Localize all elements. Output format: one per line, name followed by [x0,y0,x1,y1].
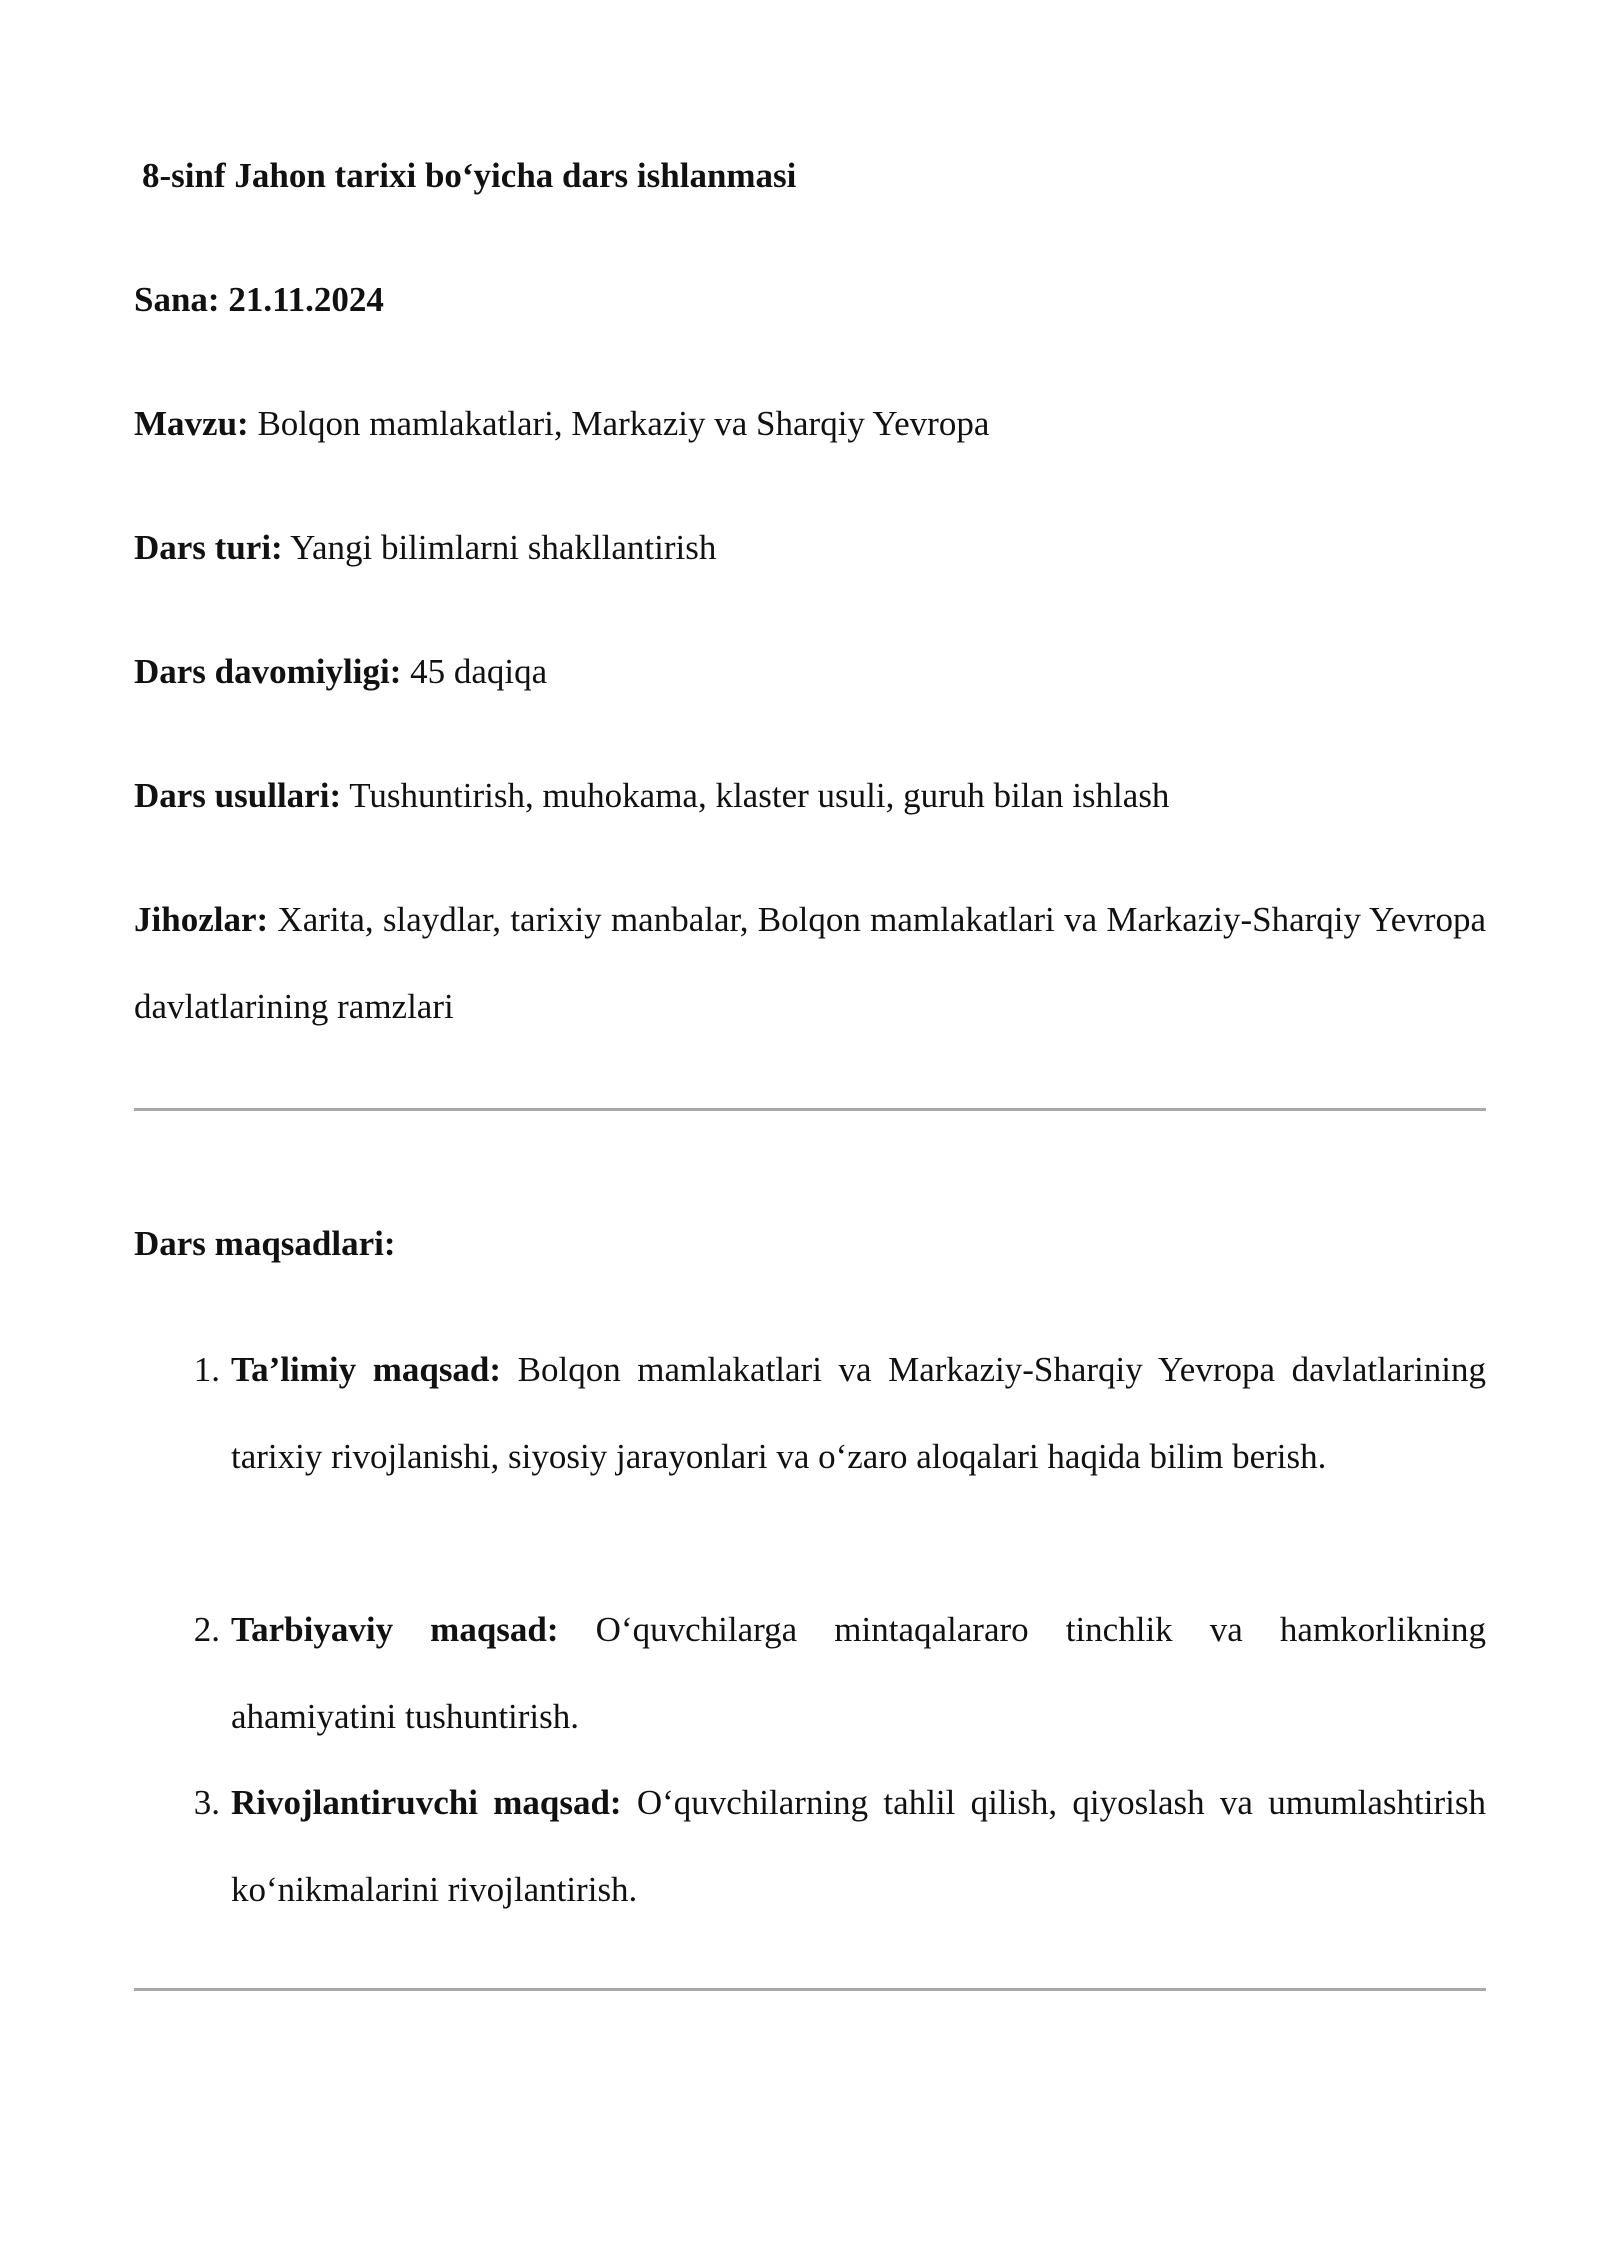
lesson-type-line [134,526,1486,570]
goal-description: Bolqon mamlakatlari va Markaziy-Sharqiy Yevropa davlatlarining tarixiy rivojlanishi, siyosiy jarayonlari va o‘zaro aloqalari haqida bilim berish. [231,1350,1486,1476]
goal-label: Rivojlantiruvchi maqsad: [231,1783,622,1822]
goal-text [231,1759,1486,1933]
goal-description: O‘quvchilarning tahlil qilish, qiyoslash va umumlashtirish ko‘nikmalarini rivojlantirish. [231,1783,1486,1909]
equipment-value: Xarita, slaydlar, tarixiy manbalar, Bolqon mamlakatlari va Markaziy-Sharqiy Yevropa davlatlarining ramzlari [134,900,1486,1026]
lesson-type-value: Yangi bilimlarni shakllantirish [282,528,717,567]
duration-label: Dars davomiyligi: [134,652,402,691]
document-title: 8-sinf Jahon tarixi bo‘yicha dars ishlanmasi [142,156,797,195]
equipment-label: Jihozlar: [134,900,269,939]
goal-text [231,1586,1486,1760]
section-divider-bottom [134,1988,1486,1991]
lesson-type-label: Dars turi: [134,528,283,567]
topic-label: Mavzu: [134,404,249,443]
equipment-paragraph [134,876,1486,1050]
duration-value: 45 daqiqa [401,652,548,691]
goal-label: Tarbiyaviy maqsad: [231,1610,559,1649]
goal-number: 3. [193,1783,220,1822]
goal-text [231,1326,1486,1500]
goal-number: 1. [193,1350,220,1389]
topic-line [134,402,1486,446]
goal-label: Ta’limiy maqsad: [231,1350,502,1389]
section-divider [134,1108,1486,1111]
duration-line [134,650,1486,694]
lesson-date: Sana: 21.11.2024 [134,280,384,319]
topic-value: Bolqon mamlakatlari, Markaziy va Sharqiy Yevropa [248,404,990,443]
methods-line [134,774,1486,818]
goals-heading: Dars maqsadlari: [134,1224,396,1263]
methods-value: Tushuntirish, muhokama, klaster usuli, guruh bilan ishlash [341,776,1170,815]
methods-label: Dars usullari: [134,776,342,815]
goal-description: O‘quvchilarga mintaqalararo tinchlik va hamkorlikning ahamiyatini tushuntirish. [231,1610,1487,1736]
goal-number: 2. [193,1610,220,1649]
